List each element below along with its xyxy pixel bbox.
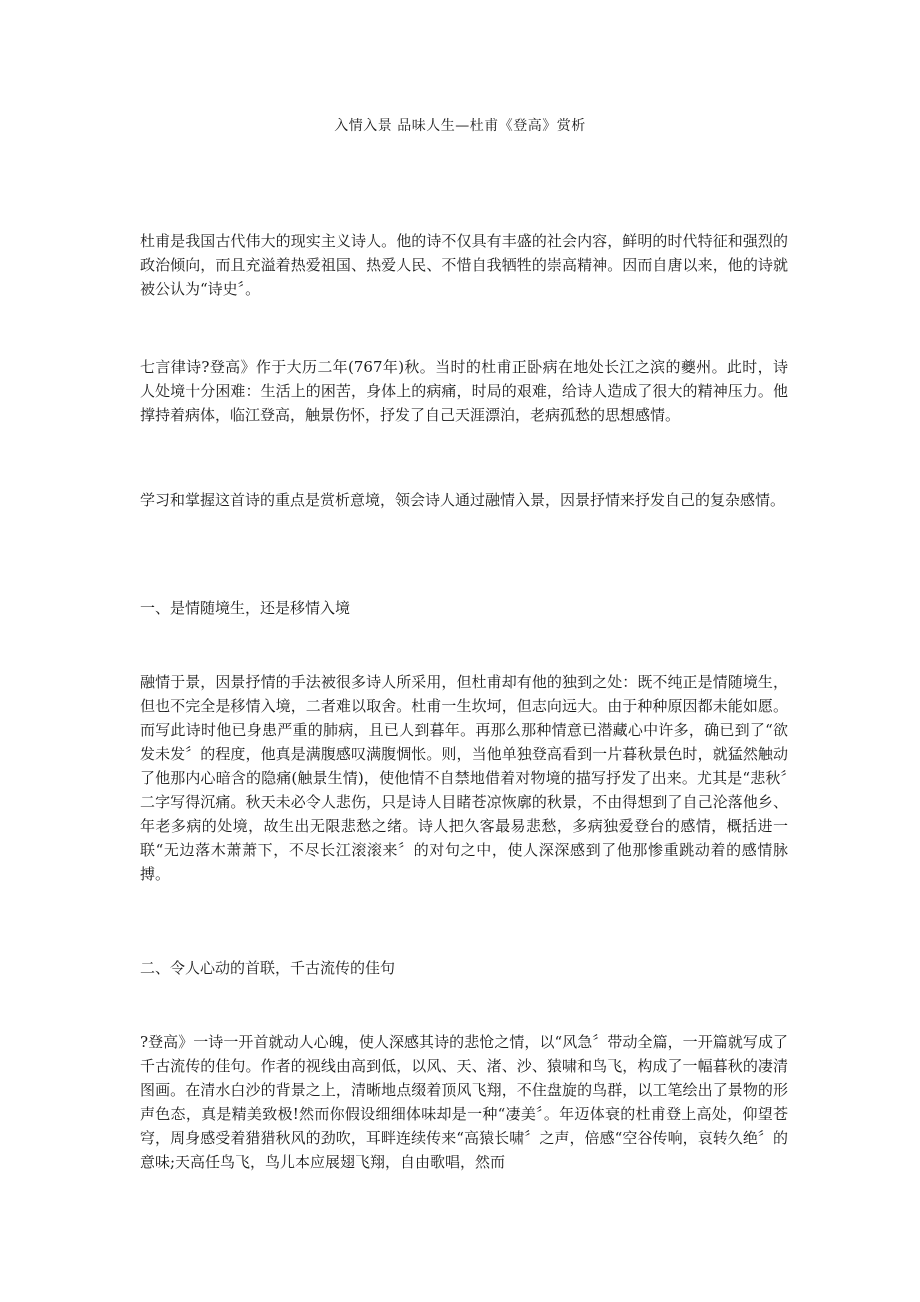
section-heading-1: 一、是情随境生，还是移情入境 — [140, 599, 351, 617]
document-title: 入情入景 品味人生—杜甫《登高》赏析 — [334, 118, 586, 134]
paragraph-focus: 学习和掌握这首诗的重点是赏析意境，领会诗人通过融情入景，因景抒情来抒发自己的复杂感情。 — [140, 491, 786, 509]
paragraph-intro: 杜甫是我国古代伟大的现实主义诗人。他的诗不仅具有丰盛的社会内容，鲜明的时代特征和强烈的政治倾向，而且充溢着热爱祖国、热爱人民、不惜自我牺牲的崇高精神。因而自唐以来，他的诗就被公认为“诗史〞。 — [140, 232, 788, 298]
section-1-body: 融情于景，因景抒情的手法被很多诗人所采用，但杜甫却有他的独到之处：既不纯正是情随境生，但也不完全是移情入境，二者难以取舍。杜甫一生坎坷，但志向远大。由于种种原因都未能如愿。而写此诗时他已身患严重的肺病，且已人到暮年。再那么那种情意已潜藏心中许多，确已到了“欲发未发〞的程度，他真是满腹感叹满腹惆怅。则，当他单独登高看到一片暮秋景色时，就猛然触动了他那内心暗含的隐痛(触景生情)，使他情不自禁地借着对物境的描写抒发了出来。尤其是“悲秋〞二字写得沉痛。秋天未必令人悲伤，只是诗人目睹苍凉恢廓的秋景，不由得想到了自己沦落他乡、年老多病的处境，故生出无限悲愁之绪。诗人把久客最易悲愁，多病独爱登台的感情，概括进一联“无边落木萧萧下，不尽长江滚滚来〞的对句之中，使人深深感到了他那惨重跳动着的感情脉搏。 — [140, 673, 788, 883]
section-2-body: ?登高》一诗一开首就动人心魄，使人深感其诗的悲怆之情，以“风急〞带动全篇，一开篇就写成了千古流传的佳句。作者的视线由高到低，以风、天、渚、沙、猿啸和鸟飞，构成了一幅暮秋的凄清图画。在清水白沙的背景之上，清晰地点缀着顶风飞翔，不住盘旋的鸟群，以工笔绘出了景物的形声色态，真是精美致极!然而你假设细细体味却是一种“凄美〞。年迈体衰的杜甫登上高处，仰望苍穹，周身感受着猎猎秋风的劲吹，耳畔连续传来“高猿长啸〞之声，倍感“空谷传响，哀转久绝〞的意味;天高任鸟飞，鸟儿本应展翅飞翔，自由歌唱，然而 — [140, 1033, 788, 1171]
paragraph-background: 七言律诗?登高》作于大历二年(767年)秋。当时的杜甫正卧病在地处长江之滨的夔州。此时，诗人处境十分困难：生活上的困苦，身体上的病痛，时局的艰难，给诗人造成了很大的精神压力。他撑持着病体，临江登高，触景伤怀，抒发了自己天涯漂泊，老病孤愁的思想感情。 — [140, 358, 788, 424]
section-heading-2: 二、令人心动的首联，千古流传的佳句 — [140, 959, 396, 977]
